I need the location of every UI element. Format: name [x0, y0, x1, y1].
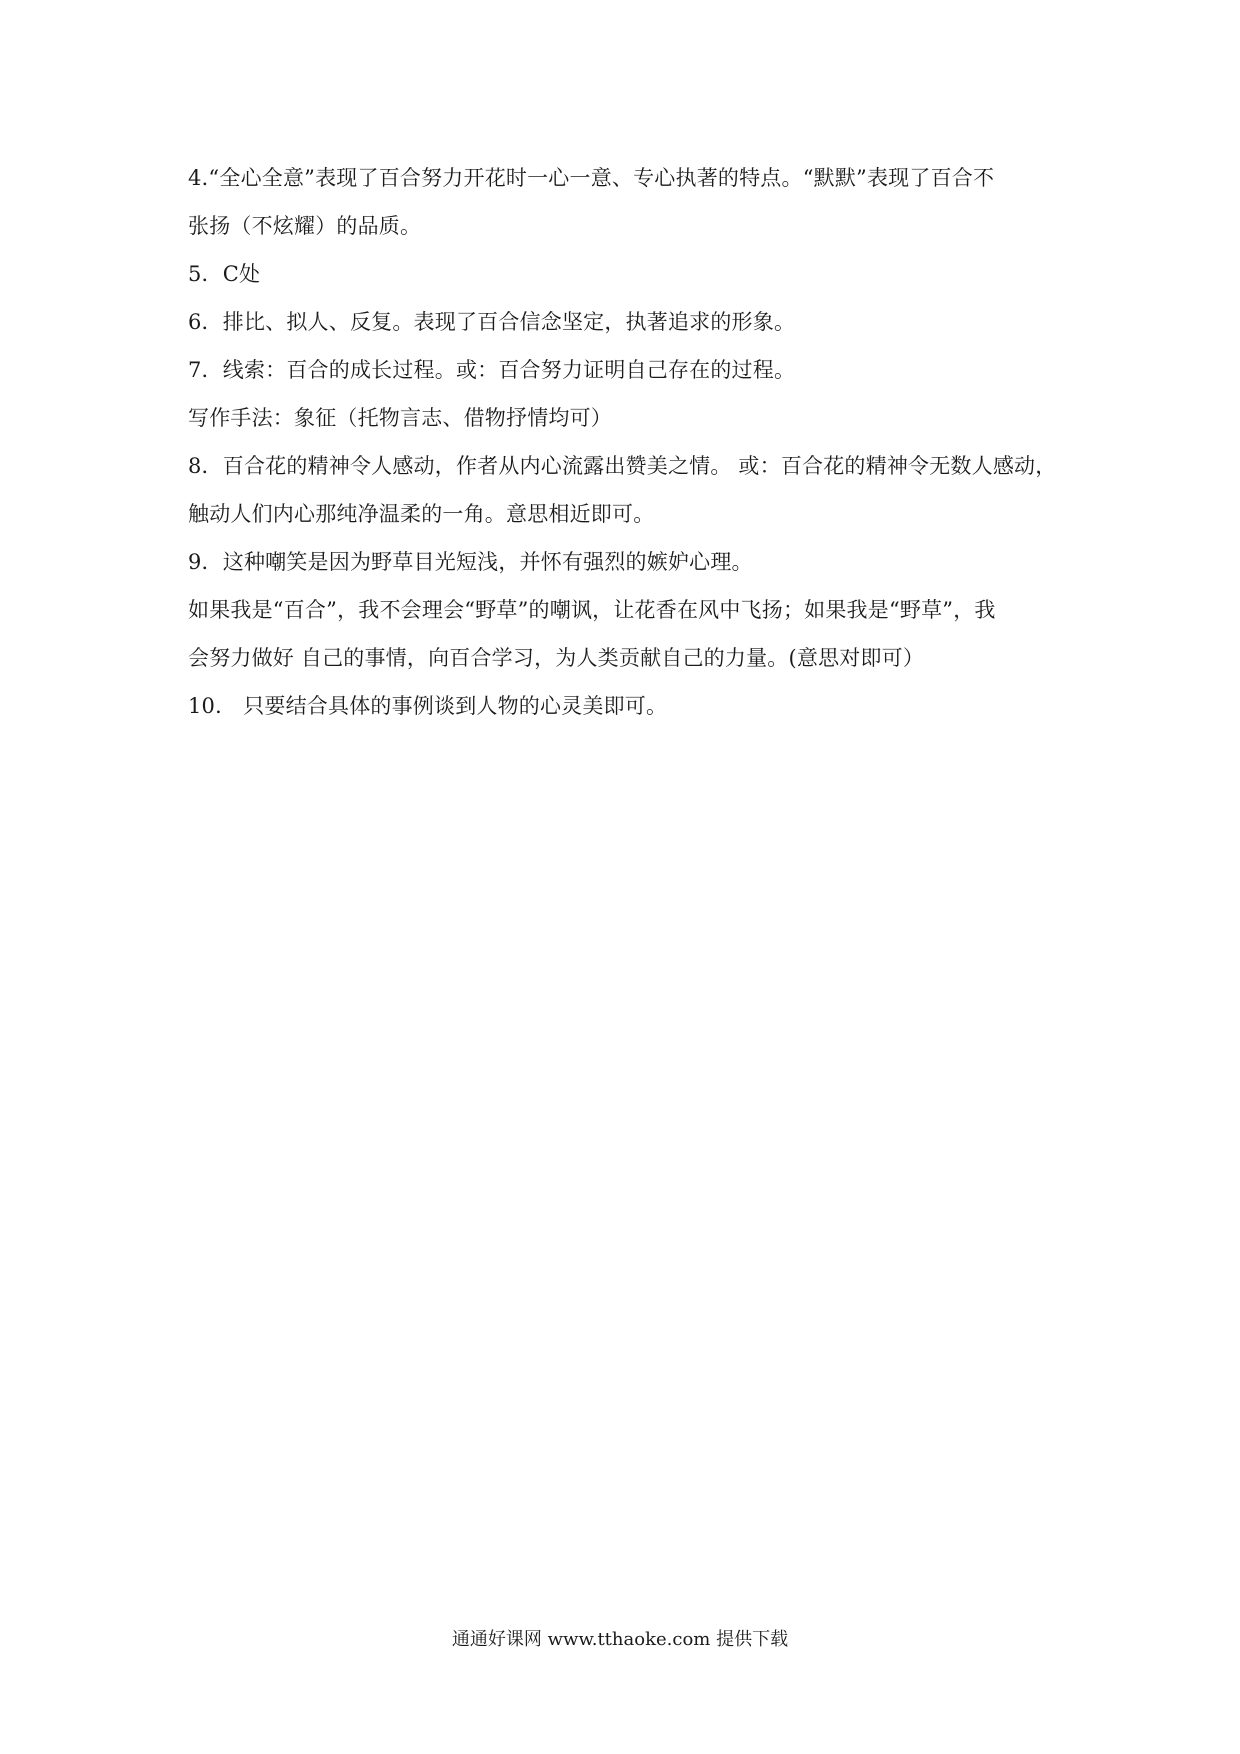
- answer-line-7a: 7．线索：百合的成长过程。或：百合努力证明自己存在的过程。: [188, 358, 796, 382]
- answer-line-5: 5．C处: [188, 262, 261, 286]
- answer-line-9a: 9．这种嘲笑是因为野草目光短浅，并怀有强烈的嫉妒心理。: [188, 550, 753, 574]
- answer-line-10: 10． 只要结合具体的事例谈到人物的心灵美即可。: [188, 694, 668, 718]
- answer-line-9c: 会努力做好 自己的事情，向百合学习，为人类贡献自己的力量。(意思对即可）: [188, 646, 925, 670]
- answer-content: [188, 154, 1060, 730]
- answer-line-9b: 如果我是“百合”，我不会理会“野草”的嘲讽，让花香在风中飞扬；如果我是“野草”，我: [188, 598, 996, 622]
- answer-line-6: 6．排比、拟人、反复。表现了百合信念坚定，执著追求的形象。: [188, 310, 796, 334]
- answer-line-4a: 4.“全心全意”表现了百合努力开花时一心一意、专心执著的特点。“默默”表现了百合不: [188, 166, 995, 190]
- answer-line-4b: 张扬（不炫耀）的品质。: [188, 214, 422, 238]
- answer-line-8a: 8．百合花的精神令人感动，作者从内心流露出赞美之情。 或：百合花的精神令无数人感动，: [188, 454, 1057, 478]
- page-footer: 通通好课网 www.tthaoke.com 提供下载: [451, 1629, 789, 1650]
- answer-line-7b: 写作手法：象征（托物言志、借物抒情均可）: [188, 406, 612, 430]
- answer-line-8b: 触动人们内心那纯净温柔的一角。意思相近即可。: [188, 502, 655, 526]
